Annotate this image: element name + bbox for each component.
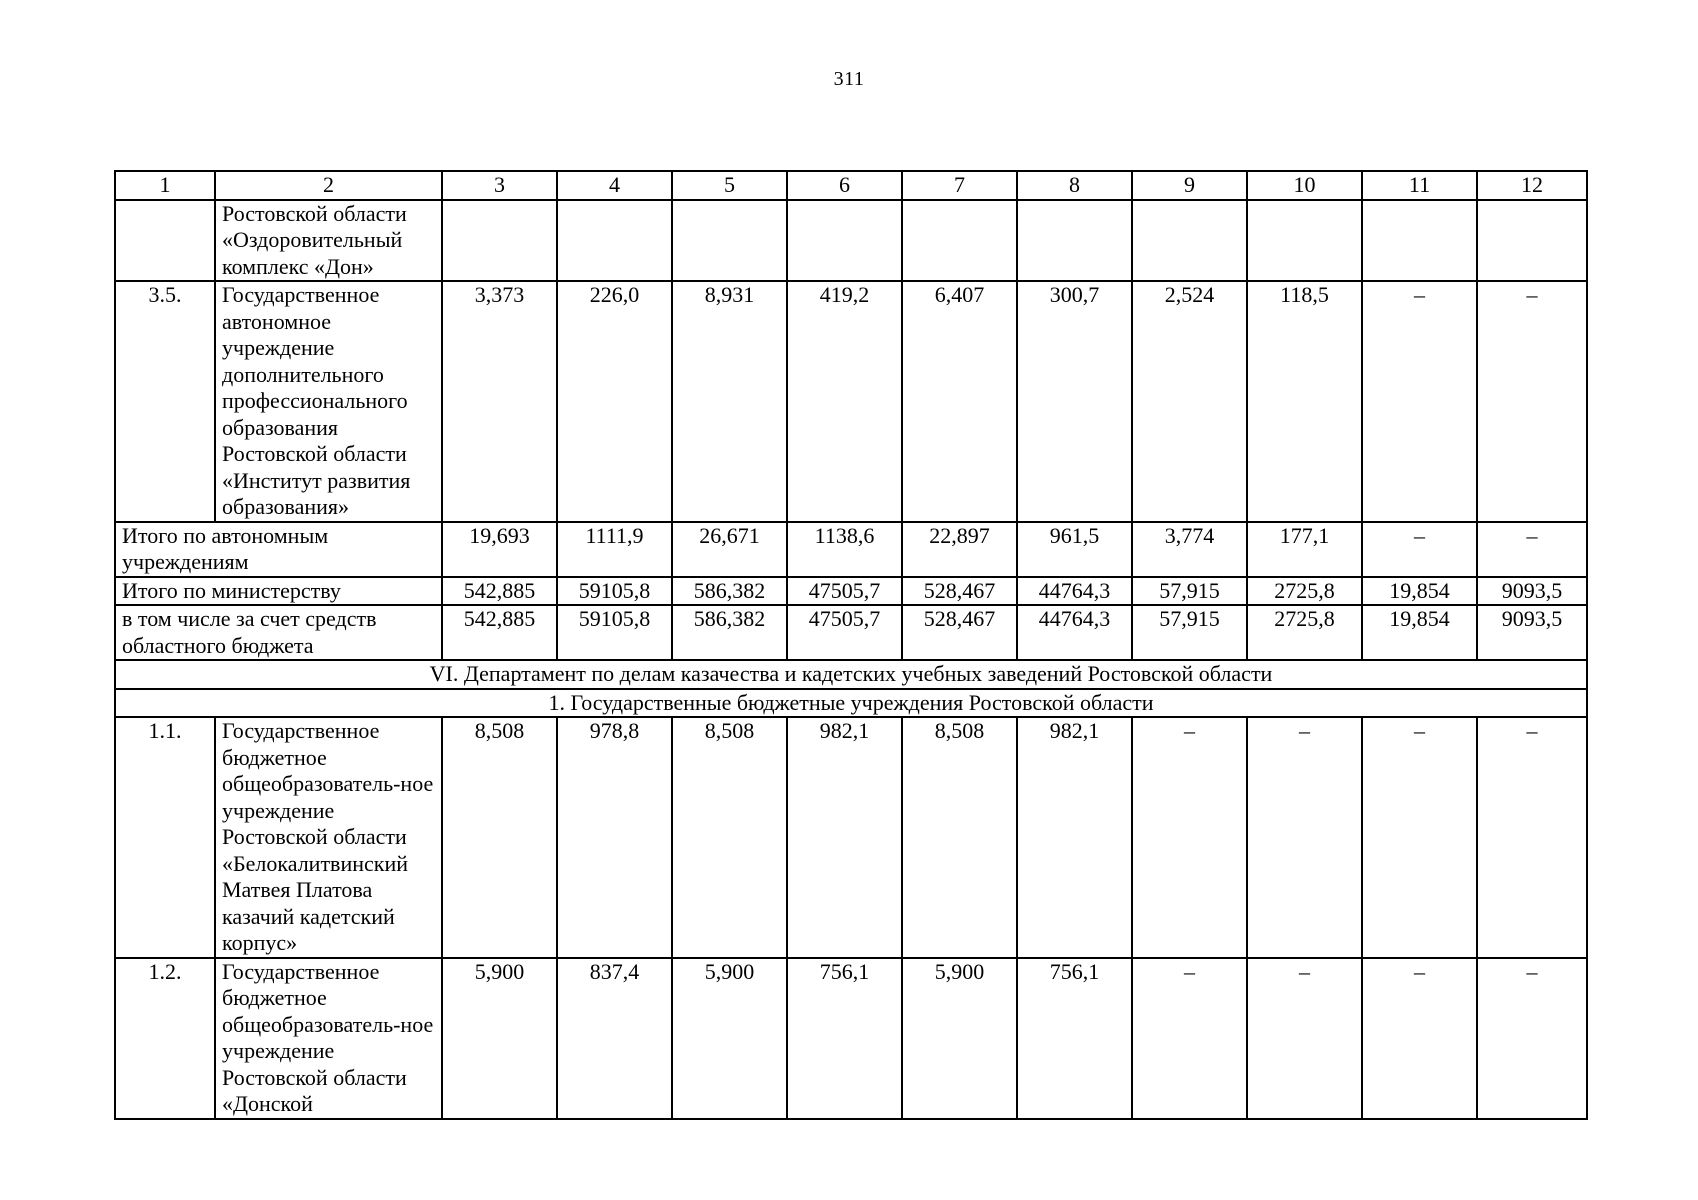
value-cell: 1111,9 — [557, 522, 672, 577]
budget-table — [114, 170, 1588, 1120]
table-row — [115, 958, 1587, 1119]
total-label: Итого по автономным учреждениям — [115, 522, 442, 577]
table-row — [115, 717, 1587, 958]
value-cell: 19,854 — [1362, 577, 1477, 606]
value-cell — [1362, 200, 1477, 282]
value-cell: 837,4 — [557, 958, 672, 1119]
value-cell: 1138,6 — [787, 522, 902, 577]
value-cell: 6,407 — [902, 281, 1017, 522]
institution-name: Государственное бюджетное общеобразователь-ное учреждение Ростовской области «Белокалитвинский Матвея Платова казачий кадетский корпус» — [215, 717, 442, 958]
value-cell: – — [1362, 958, 1477, 1119]
value-cell: 982,1 — [787, 717, 902, 958]
value-cell: 982,1 — [1017, 717, 1132, 958]
value-cell: 5,900 — [442, 958, 557, 1119]
table-row — [115, 281, 1587, 522]
total-row — [115, 522, 1587, 577]
value-cell: 26,671 — [672, 522, 787, 577]
value-cell: 8,931 — [672, 281, 787, 522]
column-number: 7 — [902, 171, 1017, 200]
row-index: 1.2. — [115, 958, 215, 1119]
value-cell: 8,508 — [442, 717, 557, 958]
value-cell: 542,885 — [442, 605, 557, 660]
value-cell: 2,524 — [1132, 281, 1247, 522]
value-cell: 226,0 — [557, 281, 672, 522]
value-cell: – — [1132, 958, 1247, 1119]
column-number: 5 — [672, 171, 787, 200]
row-index — [115, 200, 215, 282]
value-cell: 19,693 — [442, 522, 557, 577]
value-cell: 22,897 — [902, 522, 1017, 577]
row-index: 3.5. — [115, 281, 215, 522]
value-cell: 961,5 — [1017, 522, 1132, 577]
column-number: 6 — [787, 171, 902, 200]
value-cell — [557, 200, 672, 282]
value-cell — [1477, 200, 1587, 282]
value-cell: 47505,7 — [787, 577, 902, 606]
value-cell: 57,915 — [1132, 577, 1247, 606]
column-number: 3 — [442, 171, 557, 200]
value-cell: 57,915 — [1132, 605, 1247, 660]
value-cell: 528,467 — [902, 605, 1017, 660]
column-number: 10 — [1247, 171, 1362, 200]
section-title: VI. Департамент по делам казачества и кадетских учебных заведений Ростовской области — [115, 660, 1587, 689]
value-cell: 586,382 — [672, 577, 787, 606]
value-cell: – — [1362, 281, 1477, 522]
value-cell: 2725,8 — [1247, 605, 1362, 660]
value-cell: – — [1132, 717, 1247, 958]
value-cell: – — [1362, 717, 1477, 958]
value-cell: 756,1 — [787, 958, 902, 1119]
value-cell: 44764,3 — [1017, 577, 1132, 606]
value-cell: 3,774 — [1132, 522, 1247, 577]
value-cell: 44764,3 — [1017, 605, 1132, 660]
institution-name: Государственное автономное учреждение дополнительного профессионального образования Ростовской области «Институт развития образования» — [215, 281, 442, 522]
value-cell: 419,2 — [787, 281, 902, 522]
institution-name: Ростовской области «Оздоровительный комплекс «Дон» — [215, 200, 442, 282]
value-cell: 300,7 — [1017, 281, 1132, 522]
table-row — [115, 200, 1587, 282]
column-number: 4 — [557, 171, 672, 200]
value-cell: 59105,8 — [557, 577, 672, 606]
value-cell: 5,900 — [672, 958, 787, 1119]
value-cell: 542,885 — [442, 577, 557, 606]
section-header-row — [115, 689, 1587, 718]
column-number: 11 — [1362, 171, 1477, 200]
value-cell: 5,900 — [902, 958, 1017, 1119]
column-number: 1 — [115, 171, 215, 200]
total-row — [115, 577, 1587, 606]
section-title: 1. Государственные бюджетные учреждения Ростовской области — [115, 689, 1587, 718]
value-cell: 2725,8 — [1247, 577, 1362, 606]
value-cell: – — [1477, 522, 1587, 577]
value-cell: – — [1477, 281, 1587, 522]
value-cell: 528,467 — [902, 577, 1017, 606]
value-cell: 3,373 — [442, 281, 557, 522]
total-row — [115, 605, 1587, 660]
column-number-row — [115, 171, 1587, 200]
page-number: 311 — [833, 68, 865, 90]
column-number: 2 — [215, 171, 442, 200]
institution-name: Государственное бюджетное общеобразователь-ное учреждение Ростовской области «Донской — [215, 958, 442, 1119]
value-cell — [1017, 200, 1132, 282]
value-cell: – — [1247, 958, 1362, 1119]
value-cell: 978,8 — [557, 717, 672, 958]
value-cell — [672, 200, 787, 282]
value-cell — [1247, 200, 1362, 282]
value-cell — [442, 200, 557, 282]
value-cell: 118,5 — [1247, 281, 1362, 522]
column-number: 9 — [1132, 171, 1247, 200]
value-cell: 19,854 — [1362, 605, 1477, 660]
column-number: 8 — [1017, 171, 1132, 200]
total-label: Итого по министерству — [115, 577, 442, 606]
value-cell: 8,508 — [672, 717, 787, 958]
table-body — [115, 171, 1587, 1119]
value-cell: – — [1362, 522, 1477, 577]
value-cell — [902, 200, 1017, 282]
value-cell: 9093,5 — [1477, 577, 1587, 606]
value-cell — [787, 200, 902, 282]
column-number: 12 — [1477, 171, 1587, 200]
value-cell: 177,1 — [1247, 522, 1362, 577]
value-cell: 756,1 — [1017, 958, 1132, 1119]
value-cell: 586,382 — [672, 605, 787, 660]
value-cell: – — [1477, 958, 1587, 1119]
value-cell: 8,508 — [902, 717, 1017, 958]
value-cell: 59105,8 — [557, 605, 672, 660]
value-cell: 47505,7 — [787, 605, 902, 660]
value-cell: 9093,5 — [1477, 605, 1587, 660]
total-label: в том числе за счет средств областного бюджета — [115, 605, 442, 660]
value-cell: – — [1247, 717, 1362, 958]
section-header-row — [115, 660, 1587, 689]
row-index: 1.1. — [115, 717, 215, 958]
value-cell: – — [1477, 717, 1587, 958]
value-cell — [1132, 200, 1247, 282]
